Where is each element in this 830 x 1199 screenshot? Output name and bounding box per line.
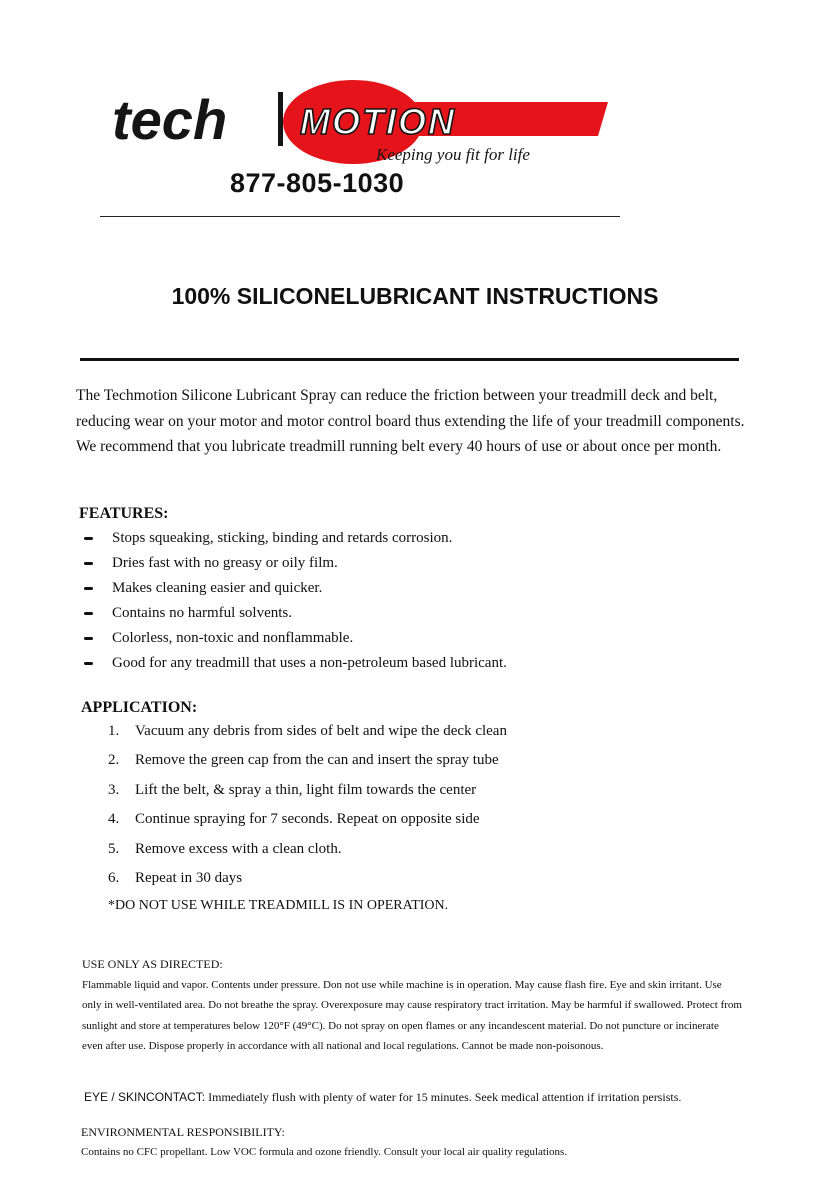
header-divider — [100, 216, 620, 217]
bullet-icon — [84, 637, 93, 640]
logo-tagline: Keeping you fit for life — [376, 145, 530, 164]
feature-item: Good for any treadmill that uses a non-petroleum based lubricant. — [80, 653, 507, 678]
logo-motion-text: MOTION — [300, 101, 456, 142]
step-item: 2. Remove the green cap from the can and insert the spray tube — [108, 752, 499, 769]
feature-item: Makes cleaning easier and quicker. — [80, 578, 507, 603]
step-item: 4. Continue spraying for 7 seconds. Repeat on opposite side — [108, 811, 480, 828]
feature-item: Stops squeaking, sticking, binding and retards corrosion. — [80, 528, 507, 553]
logo-tech-text: tech — [112, 88, 228, 151]
bullet-icon — [84, 612, 93, 615]
feature-item: Dries fast with no greasy or oily film. — [80, 553, 507, 578]
bullet-icon — [84, 587, 93, 590]
step-item: 6. Repeat in 30 days — [108, 869, 243, 886]
bullet-icon — [84, 562, 93, 565]
eye-contact-text: Immediately flush with plenty of water for 15 minutes. Seek medical attention if irritation persists. — [208, 1090, 682, 1104]
step-item: 3. Lift the belt, & spray a thin, light film towards the center — [108, 781, 477, 798]
phone-number: 877-805-1030 — [230, 168, 405, 198]
step-item: 5. Remove excess with a clean cloth. — [108, 840, 342, 857]
hazard-text: Flammable liquid and vapor. Contents under pressure. Don not use while machine is in operation. May cause flash fire. Eye and skin irritant. Use only in well-ventilated area. Do not breathe the spray. Overexposure may cause respiratory tract irritation. May be harmful if swallowed. Protect from sunlight and store at temperatures below 120°F (49°C). Do not spray on open flames or any incandescent material. Do not puncture or incinerate even after use. Dispose properly in accordance with all national and local regulations. Cannot be made non-poisonous. — [82, 979, 742, 1053]
step-item: 1. Vacuum any debris from sides of belt and wipe the deck clean — [108, 723, 507, 739]
intro-paragraph: The Techmotion Silicone Lubricant Spray can reduce the friction between your treadmill deck and belt, reducing wear on your motor and motor control board thus extending the life of your treadmill components. We recommend that you lubricate treadmill running belt every 40 hours of use or about once per month. — [76, 387, 745, 455]
eye-skin-contact — [84, 1091, 724, 1104]
techmotion-logo — [108, 72, 628, 172]
hazard-section — [82, 957, 742, 1057]
page-title: 100% SILICONELUBRICANT INSTRUCTIONS — [171, 283, 659, 309]
eye-contact-label: EYE / SKINCONTACT: — [84, 1090, 206, 1104]
bullet-icon — [84, 662, 93, 665]
title-divider — [80, 358, 739, 361]
feature-item: Colorless, non-toxic and nonflammable. — [80, 628, 507, 653]
use-only-heading: USE ONLY AS DIRECTED: — [82, 957, 223, 971]
logo-divider — [278, 92, 283, 146]
application-heading: APPLICATION: — [81, 699, 198, 716]
environmental-text: Contains no CFC propellant. Low VOC formula and ozone friendly. Consult your local air quality regulations. — [81, 1146, 568, 1158]
operation-warning: *DO NOT USE WHILE TREADMILL IS IN OPERATION. — [108, 898, 449, 913]
bullet-icon — [84, 537, 93, 540]
environmental-heading: ENVIRONMENTAL RESPONSIBILITY: — [81, 1125, 285, 1139]
application-steps — [108, 721, 507, 897]
features-heading: FEATURES: — [79, 505, 169, 522]
feature-item: Contains no harmful solvents. — [80, 603, 507, 628]
features-list — [80, 528, 507, 678]
